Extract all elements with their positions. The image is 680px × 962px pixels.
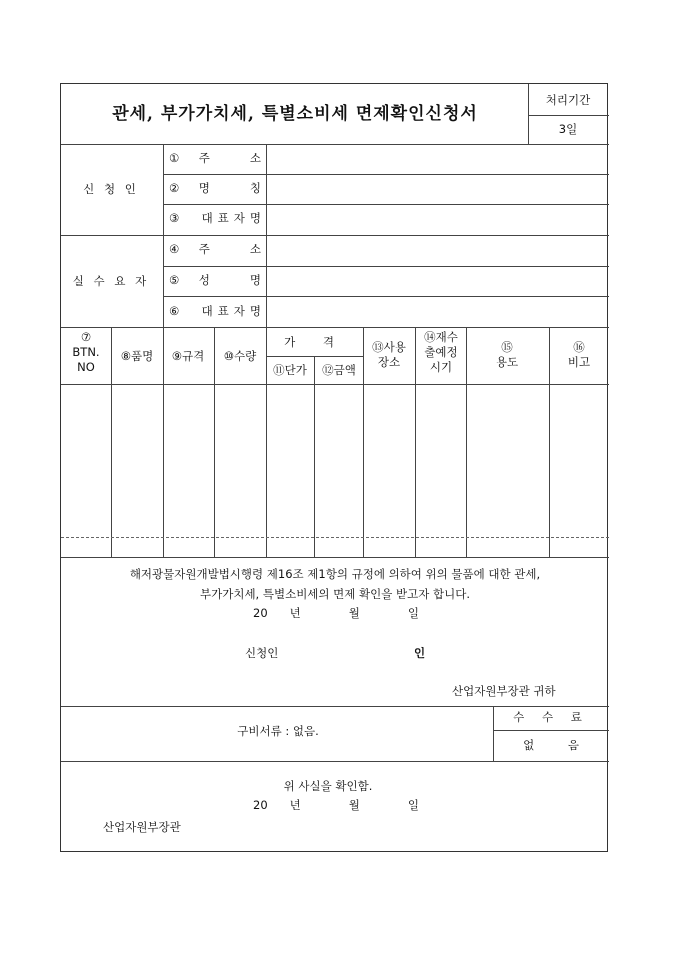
col-reexport-time: ⑭재수 출예정 시기 bbox=[424, 330, 458, 374]
user-rep-label: 대표자명 bbox=[201, 304, 266, 318]
processing-period-label: 처리기간 bbox=[545, 93, 591, 107]
col-price-group: 가 격 bbox=[284, 335, 346, 349]
applicant-rep-row: ③ 대표자명 bbox=[169, 211, 266, 225]
user-rep-input[interactable] bbox=[267, 297, 608, 326]
required-documents: 구비서류 : 없음. bbox=[237, 724, 319, 738]
col-use-place: ⑬사용 장소 bbox=[372, 340, 406, 369]
applicant-address-input[interactable] bbox=[267, 145, 608, 174]
statement-date: 20 년 월 일 bbox=[253, 606, 419, 620]
fee-value: 없 음 bbox=[523, 738, 579, 752]
applicant-signature-label: 신청인 bbox=[245, 646, 279, 660]
col-item-name: ⑧품명 bbox=[120, 349, 154, 363]
user-address-row: ④ 주소 bbox=[169, 242, 301, 256]
actual-user-label: 실 수 요 자 bbox=[72, 274, 150, 288]
applicant-address-label: 주소 bbox=[198, 151, 301, 165]
col-remarks: ⑯ 비고 bbox=[567, 340, 591, 369]
confirmation-date: 20 년 월 일 bbox=[253, 798, 419, 812]
user-name-input[interactable] bbox=[267, 267, 608, 296]
form-title: 관세, 부가가치세, 특별소비세 면제확인신청서 bbox=[112, 104, 478, 124]
applicant-name-input[interactable] bbox=[267, 175, 608, 204]
processing-period-value: 3일 bbox=[558, 122, 578, 136]
exemption-application-form bbox=[60, 83, 608, 852]
applicant-rep-input[interactable] bbox=[267, 205, 608, 234]
user-name-label: 성명 bbox=[198, 273, 301, 287]
user-address-input[interactable] bbox=[267, 236, 608, 265]
item-table-body[interactable] bbox=[61, 385, 609, 535]
col-spec: ⑨규격 bbox=[171, 349, 205, 363]
col-purpose: ⑮ 용도 bbox=[495, 340, 519, 369]
statement-line-2: 부가가치세, 특별소비세의 면제 확인을 받고자 합니다. bbox=[200, 587, 470, 601]
fee-label: 수 수 료 bbox=[513, 710, 589, 724]
addressee: 산업자원부장관 귀하 bbox=[452, 684, 556, 698]
applicant-rep-label: 대표자명 bbox=[201, 211, 266, 225]
user-rep-row: ⑥ 대표자명 bbox=[169, 304, 266, 318]
user-address-label: 주소 bbox=[198, 242, 301, 256]
applicant-name-row: ② 명칭 bbox=[169, 181, 301, 195]
confirmation-text: 위 사실을 확인함. bbox=[283, 779, 373, 793]
col-amount: ⑫금액 bbox=[322, 363, 356, 377]
user-name-row: ⑤ 성명 bbox=[169, 273, 301, 287]
col-btn-no: ⑦ BTN. NO bbox=[72, 330, 100, 374]
applicant-address-row: ① 주소 bbox=[169, 151, 301, 165]
statement-line-1: 해저광물자원개발법시행령 제16조 제1항의 규정에 의하여 위의 물품에 대한 관세, bbox=[129, 567, 541, 581]
col-unit-price: ⑪단가 bbox=[273, 363, 307, 377]
applicant-label: 신 청 인 bbox=[83, 182, 139, 196]
applicant-name-label: 명칭 bbox=[198, 181, 301, 195]
col-quantity: ⑩수량 bbox=[223, 349, 257, 363]
confirming-authority: 산업자원부장관 bbox=[103, 820, 181, 834]
seal-mark: 인 bbox=[414, 646, 426, 660]
